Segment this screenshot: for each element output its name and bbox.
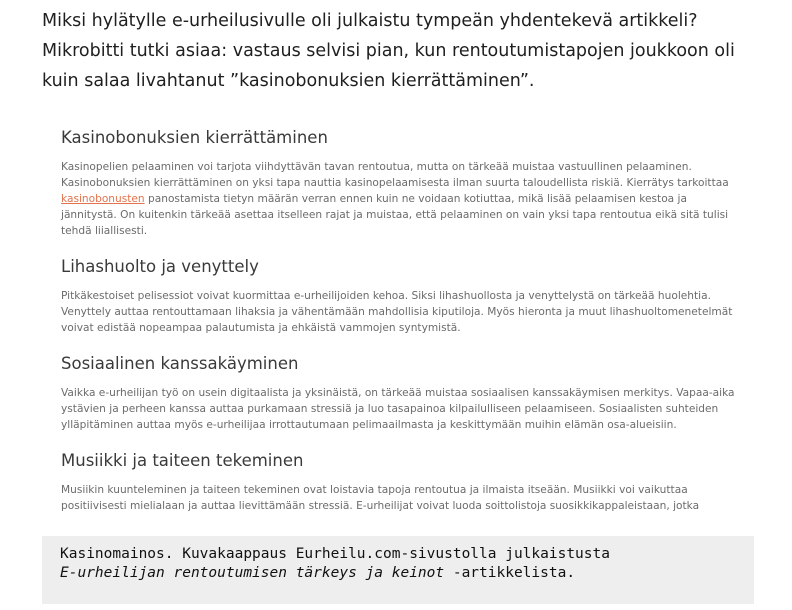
section-body-social: Vaikka e-urheilijan työ on usein digitaalista ja yksinäistä, on tärkeää muistaa sosiaalisen kanssakäymisen merkitys. Vapaa-aika ystävien ja perheen kanssa auttaa purkamaan stressiä ja luo tasapainoa kilpailulliseen pelaamiseen. Sosiaalisten suhteiden ylläpitäminen auttaa myös e-urheilijaa irrottautumaan pelimaailmasta ja keskittymään muihin elämän osa-alueisiin. xyxy=(61,387,735,431)
article-content xyxy=(61,128,741,532)
caption-suffix: -artikkelista. xyxy=(444,565,576,581)
intro-paragraph: Miksi hylätylle e-urheilusivulle oli julkaistu tympeän yhdentekevä artikkeli? Mikrobitti tutki asiaa: vastaus selvisi pian, kun rentoutumistapojen joukkoon oli kuin salaa livahtanut ”kasinobonuksien kierrättäminen”. xyxy=(42,11,735,91)
caption-line-2 xyxy=(60,564,754,583)
caption-article-title: E-urheilijan rentoutumisen tärkeys ja keinot xyxy=(60,565,445,581)
body-text-before-link: Kasinopelien pelaaminen voi tarjota viihdyttävän tavan rentoutua, mutta on tärkeää muistaa vastuullinen pelaaminen. Kasinobonuksien kierrättäminen on yksi tapa nauttia kasinopelaamisesta ilman suurta taloudellista riskiä. Kierrätys tarkoittaa xyxy=(61,161,729,189)
caption-line-1: Kasinomainos. Kuvakaappaus Eurheilu.com-sivustolla julkaistusta xyxy=(60,546,610,562)
body-text-after-link: panostamista tietyn määrän verran ennen kuin ne voidaan kotiuttaa, mikä lisää pelaamisen kestoa ja jännitystä. On kuitenkin tärkeää asettaa itselleen rajat ja muistaa, että pelaaminen on vain yksi tapa rentoutua eikä sitä tulisi tehdä liiallisesti. xyxy=(61,193,729,237)
section-body-music-art: Musiikin kuunteleminen ja taiteen tekeminen ovat loistavia tapoja rentoutua ja ilmaista itseään. Musiikki voi vaikuttaa positiivisesti mielialaan ja auttaa lievittämään stressiä. E-urheilijat voivat luoda soittolistoja suosikkikappaleistaan, jotka xyxy=(61,484,700,512)
section-body-casino-bonuses xyxy=(61,159,741,239)
image-caption xyxy=(42,536,754,604)
section-body-muscle-care: Pitkäkestoiset pelisessiot voivat kuormittaa e-urheilijoiden kehoa. Siksi lihashuollosta ja venyttelystä on tärkeää huolehtia. Venyttely auttaa rentouttamaan lihaksia ja vähentämään mahdollisia kiputiloja. Myös hieronta ja muut lihashuoltomenetelmät voivat edistää nopeampaa palautumista ja ehkäistä vammojen syntymistä. xyxy=(61,290,733,334)
article-screenshot xyxy=(42,116,754,608)
section-title-music-art: Musiikki ja taiteen tekeminen xyxy=(61,451,304,470)
casino-bonus-link[interactable]: kasinobonusten xyxy=(61,193,145,205)
section-title-social: Sosiaalinen kanssakäyminen xyxy=(61,354,299,373)
section-title-muscle-care: Lihashuolto ja venyttely xyxy=(61,257,259,276)
section-title-casino-bonuses: Kasinobonuksien kierrättäminen xyxy=(61,128,328,147)
